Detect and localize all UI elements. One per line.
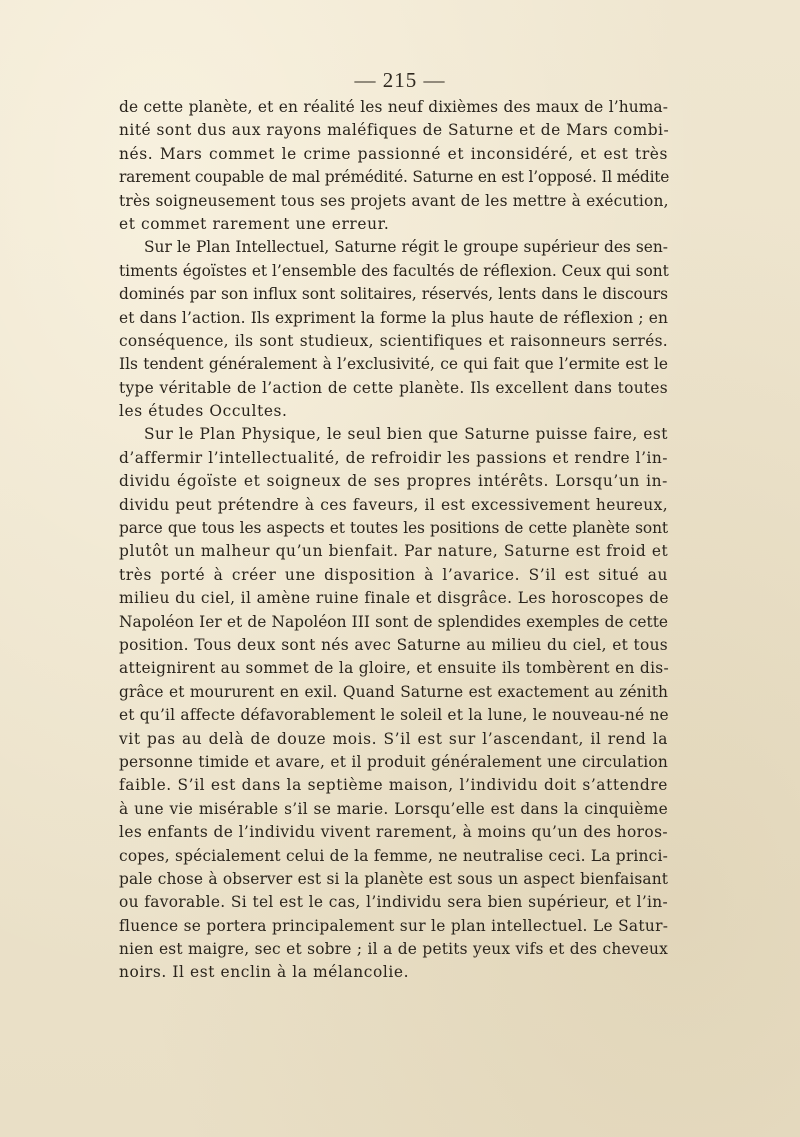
text-line: rarement coupable de mal prémédité. Saturne en est l’opposé. Il médite <box>119 168 670 187</box>
text-line: position. Tous deux sont nés avec Saturne au milieu du ciel, et tous <box>119 635 668 654</box>
text-line: Ils tendent généralement à l’exclusivité, ce qui fait que l’ermite est le <box>119 355 668 374</box>
text-line: très porté à créer une disposition à l’avarice. S’il est situé au <box>119 565 668 584</box>
text-line: les études Occultes. <box>119 402 288 421</box>
text-line: nien est maigre, sec et sobre ; il a de petits yeux vifs et des cheveux <box>119 940 668 959</box>
text-line: à une vie misérable s’il se marie. Lorsqu’elle est dans la cinquième <box>119 799 668 818</box>
text-line: dividu égoïste et soigneux de ses propres intérêts. Lorsqu’un in- <box>119 472 668 491</box>
text-line: dominés par son influx sont solitaires, réservés, lents dans le discours <box>119 285 668 304</box>
page-number: — 215 — <box>354 68 446 92</box>
text-line: Napoléon Ier et de Napoléon III sont de splendides exemples de cette <box>119 612 668 631</box>
text-line: type véritable de l’action de cette planète. Ils excellent dans toutes <box>119 378 668 397</box>
text-line: milieu du ciel, il amène ruine finale et disgrâce. Les horoscopes de <box>119 589 669 608</box>
text-line: et dans l’action. Ils expriment la forme la plus haute de réflexion ; en <box>119 308 668 327</box>
text-line: plutôt un malheur qu’un bienfait. Par nature, Saturne est froid et <box>119 542 669 561</box>
text-line: copes, spécialement celui de la femme, ne neutralise ceci. La princi- <box>119 846 668 865</box>
text-line: dividu peut prétendre à ces faveurs, il est excessivement heureux, <box>119 495 668 514</box>
text-line: pale chose à observer est si la planète est sous un aspect bienfaisant <box>119 869 668 888</box>
text-line: timents égoïstes et l’ensemble des facultés de réflexion. Ceux qui sont <box>119 261 669 280</box>
text-line: vit pas au delà de douze mois. S’il est sur l’ascendant, il rend la <box>119 729 668 748</box>
text-line: et commet rarement une erreur. <box>119 214 390 233</box>
text-line: Sur le Plan Intellectuel, Saturne régit le groupe supérieur des sen- <box>144 238 668 257</box>
text-line: personne timide et avare, et il produit généralement une circulation <box>119 752 668 771</box>
text-line: très soigneusement tous ses projets avant de les mettre à exécution, <box>119 191 669 210</box>
text-line: conséquence, ils sont studieux, scientifiques et raisonneurs serrés. <box>119 331 668 350</box>
text-line: et qu’il affecte défavorablement le soleil et la lune, le nouveau-né ne <box>119 706 669 725</box>
text-line: d’affermir l’intellectualité, de refroidir les passions et rendre l’in- <box>119 448 668 467</box>
text-line: atteignirent au sommet de la gloire, et ensuite ils tombèrent en dis- <box>119 659 669 678</box>
text-line: noirs. Il est enclin à la mélancolie. <box>119 963 410 982</box>
text-line: grâce et moururent en exil. Quand Saturne est exactement au zénith <box>119 682 668 701</box>
text-line: Sur le Plan Physique, le seul bien que Saturne puisse faire, est <box>144 425 668 444</box>
text-line: parce que tous les aspects et toutes les positions de cette planète sont <box>119 519 668 538</box>
text-line: fluence se portera principalement sur le plan intellectuel. Le Satur- <box>119 916 669 935</box>
text-line: faible. S’il est dans la septième maison, l’individu doit s’attendre <box>119 776 668 795</box>
body-text <box>119 96 668 985</box>
text-line: ou favorable. Si tel est le cas, l’individu sera bien supérieur, et l’in- <box>119 893 668 912</box>
text-line: nés. Mars commet le crime passionné et inconsidéré, et est très <box>119 144 668 163</box>
text-line: de cette planète, et en réalité les neuf dixièmes des maux de l’huma- <box>119 98 668 116</box>
text-line: nité sont dus aux rayons maléfiques de Saturne et de Mars combi- <box>119 121 670 140</box>
text-line: les enfants de l’individu vivent rarement, à moins qu’un des horos- <box>119 823 668 842</box>
